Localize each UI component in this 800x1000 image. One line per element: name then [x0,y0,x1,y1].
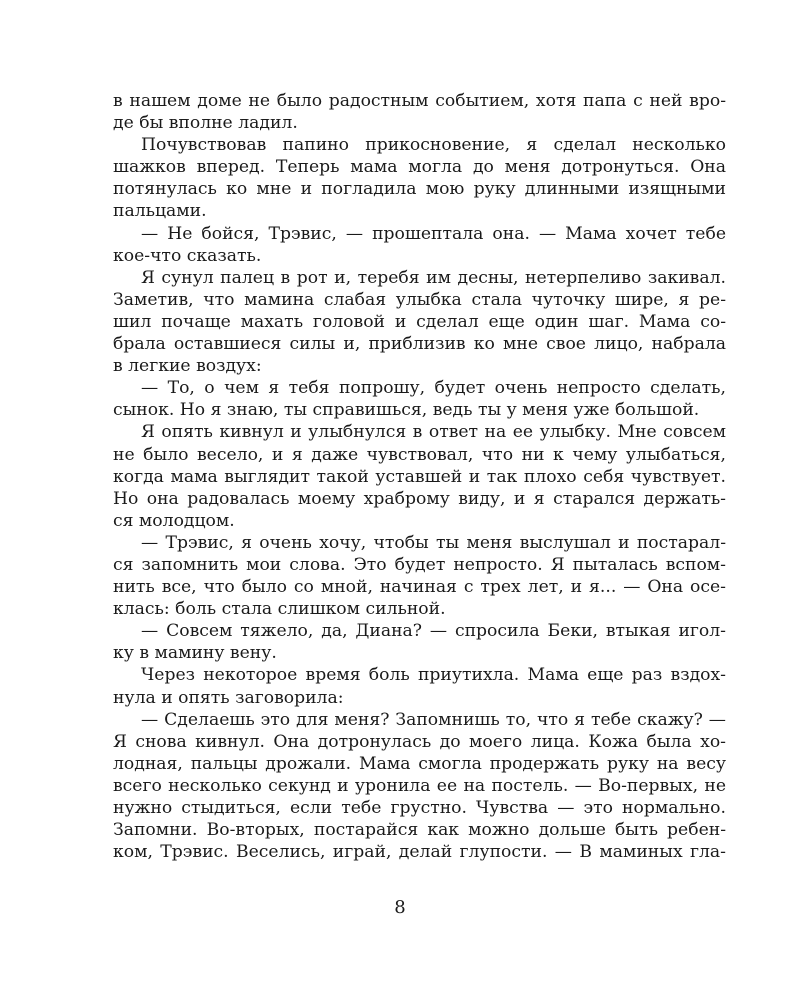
text-line: ся молодцом. [113,510,235,531]
text-line: потянулась ко мне и погладила мою руку длинными изящными [113,179,726,200]
text-line: кое-что сказать. [113,245,262,266]
text-line: пальцами. [113,201,207,222]
text-line: Через некоторое время боль приутихла. Мама еще раз вздох- [141,665,726,686]
text-line: ся запомнить мои слова. Это будет непросто. Я пыталась вспом- [113,554,726,575]
text-line: в легкие воздух: [113,356,262,377]
text-line: Я снова кивнул. Она дотронулась до моего лица. Кожа была хо- [113,731,726,752]
text-line: Запомни. Во-вторых, постарайся как можно дольше быть ребен- [113,820,726,841]
text-line: Я опять кивнул и улыбнулся в ответ на ее улыбку. Мне совсем [141,422,726,443]
text-line: — Совсем тяжело, да, Диана? — спросила Беки, втыкая игол- [141,621,726,642]
text-line: сынок. Но я знаю, ты справишься, ведь ты у меня уже большой. [113,400,700,421]
text-line: — Не бойся, Трэвис, — прошептала она. — Мама хочет тебе [141,223,726,244]
text-line: лодная, пальцы дрожали. Мама смогла продержать руку на весу [113,753,726,774]
text-line: Почувствовав папино прикосновение, я сделал несколько [141,135,726,156]
text-line: — Сделаешь это для меня? Запомнишь то, что я тебе скажу? — [141,709,726,730]
page-body [113,90,726,863]
text-line: шил почаще махать головой и сделал еще один шаг. Мама со- [113,311,726,332]
text-line: всего несколько секунд и уронила ее на постель. — Во-первых, не [113,775,726,796]
text-line: де бы вполне ладил. [113,113,298,134]
text-line: Заметив, что мамина слабая улыбка стала чуточку шире, я ре- [113,289,726,310]
text-line: Я сунул палец в рот и, теребя им десны, нетерпеливо закивал. [141,267,726,288]
text-line: клась: боль стала слишком сильной. [113,599,446,620]
text-line: нить все, что было со мной, начиная с трех лет, и я... — Она осе- [113,577,726,598]
text-line: ком, Трэвис. Веселись, играй, делай глупости. — В маминых гла- [113,842,726,863]
text-line: нужно стыдиться, если тебе грустно. Чувства — это нормально. [113,798,726,818]
text-line: нула и опять заговорила: [113,687,344,708]
page-number: 8 [394,897,406,918]
text-line: — Трэвис, я очень хочу, чтобы ты меня выслушал и постарал- [141,532,726,553]
text-line: шажков вперед. Теперь мама могла до меня дотронуться. Она [113,157,726,178]
text-line: не было весело, и я даже чувствовал, что ни к чему улыбаться, [113,444,726,465]
text-line: — То, о чем я тебя попрошу, будет очень непросто сделать, [141,378,726,399]
text-line: когда мама выглядит такой уставшей и так плохо себя чувствует. [113,466,726,487]
text-line: брала оставшиеся силы и, приблизив ко мне свое лицо, набрала [113,334,726,355]
text-line: в нашем доме не было радостным событием, хотя папа с ней вро- [113,91,726,111]
text-line: Но она радовалась моему храброму виду, и я старался держать- [113,488,726,509]
text-line: ку в мамину вену. [113,643,277,664]
